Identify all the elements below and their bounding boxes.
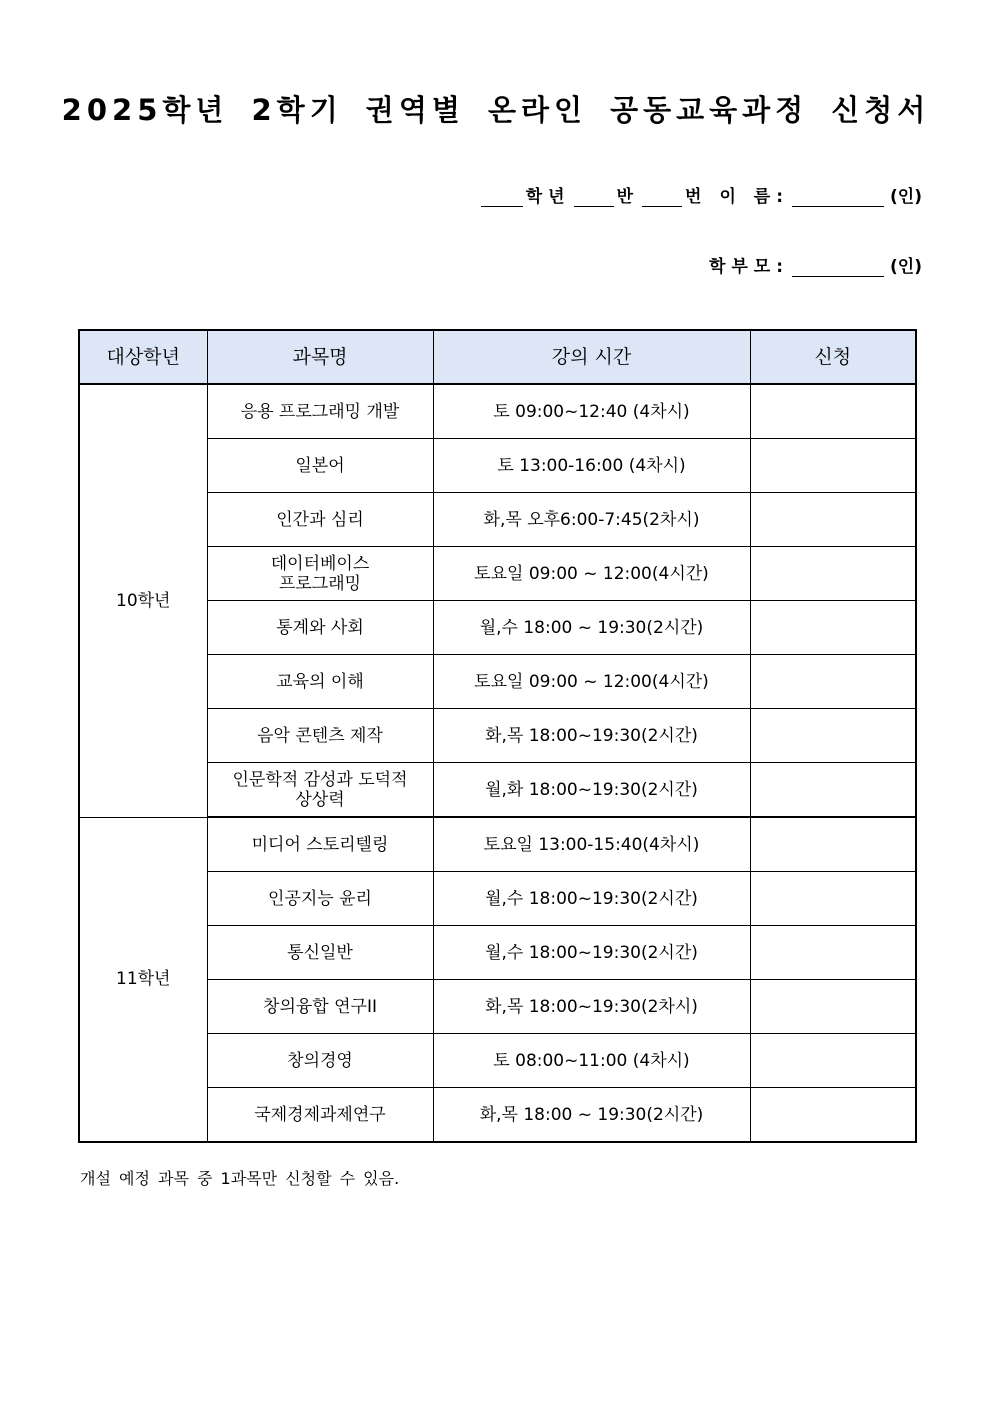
time-cell: 토요일 13:00-15:40(4차시)	[433, 817, 750, 872]
student-seal: (인)	[890, 187, 922, 207]
table-header-row	[79, 330, 916, 384]
table-row	[79, 817, 916, 872]
header-apply: 신청	[750, 330, 916, 384]
number-blank[interactable]	[642, 188, 682, 207]
subject-cell: 통신일반	[207, 926, 433, 980]
apply-cell[interactable]	[750, 384, 916, 439]
time-cell: 토요일 09:00 ~ 12:00(4시간)	[433, 547, 750, 601]
time-cell: 월,화 18:00~19:30(2시간)	[433, 763, 750, 818]
time-cell: 화,목 18:00~19:30(2차시)	[433, 980, 750, 1034]
grade-cell: 11학년	[79, 817, 207, 1142]
time-cell: 화,목 18:00 ~ 19:30(2시간)	[433, 1088, 750, 1143]
apply-cell[interactable]	[750, 547, 916, 601]
name-label: 이 름:	[719, 187, 790, 207]
page-title: 2025학년 2학기 권역별 온라인 공동교육과정 신청서	[61, 93, 931, 127]
subject-cell: 음악 콘텐츠 제작	[207, 709, 433, 763]
subject-cell: 통계와 사회	[207, 601, 433, 655]
grade-label: 학년	[525, 187, 571, 207]
apply-cell[interactable]	[750, 1034, 916, 1088]
parent-name-blank[interactable]	[792, 258, 884, 277]
name-blank[interactable]	[792, 188, 884, 207]
subject-cell: 인간과 심리	[207, 493, 433, 547]
grade-cell: 10학년	[79, 384, 207, 817]
class-blank[interactable]	[574, 188, 614, 207]
apply-cell[interactable]	[750, 709, 916, 763]
time-cell: 월,수 18:00 ~ 19:30(2시간)	[433, 601, 750, 655]
number-label: 번	[685, 187, 708, 207]
apply-cell[interactable]	[750, 493, 916, 547]
course-table	[78, 329, 917, 1143]
time-cell: 화,목 오후6:00-7:45(2차시)	[433, 493, 750, 547]
header-grade: 대상학년	[79, 330, 207, 384]
subject-cell: 국제경제과제연구	[207, 1088, 433, 1143]
parent-seal: (인)	[890, 257, 922, 277]
subject-cell: 창의융합 연구II	[207, 980, 433, 1034]
subject-cell: 교육의 이해	[207, 655, 433, 709]
apply-cell[interactable]	[750, 439, 916, 493]
subject-cell: 창의경영	[207, 1034, 433, 1088]
time-cell: 토 09:00~12:40 (4차시)	[433, 384, 750, 439]
apply-cell[interactable]	[750, 926, 916, 980]
time-cell: 토요일 09:00 ~ 12:00(4시간)	[433, 655, 750, 709]
class-label: 반	[616, 187, 640, 207]
header-time: 강의 시간	[433, 330, 750, 384]
apply-cell[interactable]	[750, 655, 916, 709]
header-subject: 과목명	[207, 330, 433, 384]
apply-cell[interactable]	[750, 1088, 916, 1143]
subject-cell: 데이터베이스 프로그래밍	[207, 547, 433, 601]
student-info-line	[478, 182, 922, 207]
time-cell: 토 13:00-16:00 (4차시)	[433, 439, 750, 493]
parent-label: 학부모:	[708, 257, 790, 277]
subject-cell: 인문학적 감성과 도덕적 상상력	[207, 763, 433, 818]
apply-cell[interactable]	[750, 817, 916, 872]
subject-cell: 미디어 스토리텔링	[207, 817, 433, 872]
time-cell: 화,목 18:00~19:30(2시간)	[433, 709, 750, 763]
time-cell: 토 08:00~11:00 (4차시)	[433, 1034, 750, 1088]
time-cell: 월,수 18:00~19:30(2시간)	[433, 872, 750, 926]
subject-cell: 응용 프로그래밍 개발	[207, 384, 433, 439]
parent-info-line	[709, 252, 922, 277]
table-row	[79, 384, 916, 439]
subject-cell: 일본어	[207, 439, 433, 493]
subject-cell: 인공지능 윤리	[207, 872, 433, 926]
apply-cell[interactable]	[750, 872, 916, 926]
apply-cell[interactable]	[750, 763, 916, 818]
apply-cell[interactable]	[750, 980, 916, 1034]
time-cell: 월,수 18:00~19:30(2시간)	[433, 926, 750, 980]
apply-cell[interactable]	[750, 601, 916, 655]
footnote: 개설 예정 과목 중 1과목만 신청할 수 있음.	[80, 1169, 400, 1188]
grade-blank[interactable]	[481, 188, 523, 207]
